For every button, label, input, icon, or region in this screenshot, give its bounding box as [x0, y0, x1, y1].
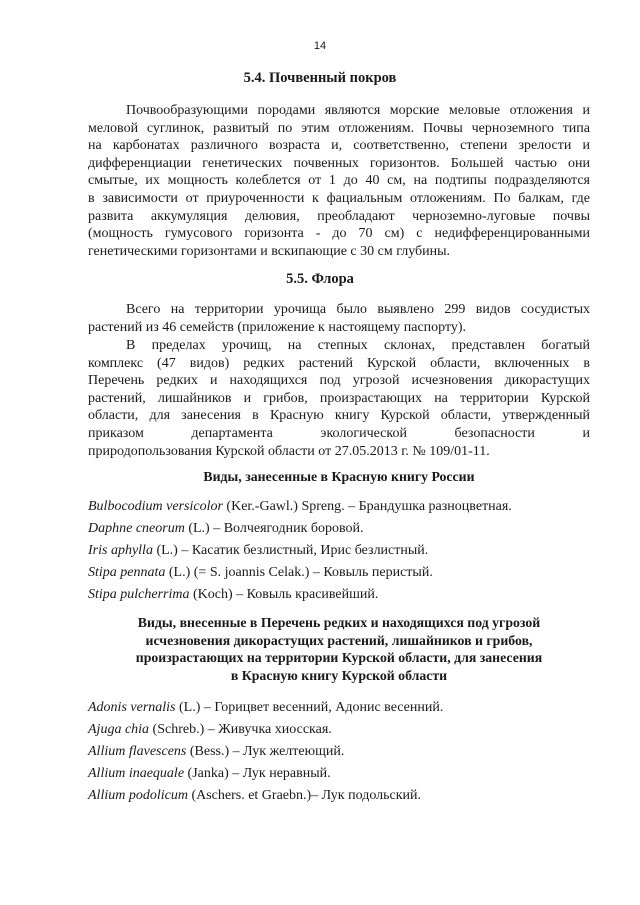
text-line: Всего на территории урочища было выявлено 299 видов сосудистых [126, 302, 590, 317]
species-item [88, 763, 608, 785]
text-line: В пределах урочищ, на степных склонах, представлен богатый [126, 338, 590, 353]
page-number: 14 [313, 40, 327, 52]
text-line: меловой суглинок, развитый по этим отложениям. Почвы черноземного типа [88, 120, 590, 136]
species-item [88, 719, 608, 741]
text-line: приказом департамента экологической безопасности и [88, 425, 590, 441]
species-item [88, 496, 608, 518]
species-description: (Aschers. et Graebn.)– Лук подольский. [187, 788, 422, 803]
subheading-red-book-kursk [88, 614, 590, 684]
subheading-line: Виды, внесенные в Перечень редких и находящихся под угрозой [137, 615, 541, 630]
text-line: области, для занесения в Красную книгу Курской области, утвержденный [88, 408, 590, 424]
text-line: Почвообразующими породами являются морские меловые отложения и [126, 103, 590, 118]
text-line: Перечень редких и находящихся под угрозой исчезновения дикорастущих [88, 373, 590, 389]
subheading-red-book-russia: Виды, занесенные в Красную книгу России [203, 469, 475, 484]
species-latin-name: Bulbocodium versicolor [88, 499, 223, 514]
species-latin-name: Stipa pennata [88, 565, 166, 580]
species-latin-name: Ajuga chia [88, 722, 150, 737]
text-line: на карбонатах различного возраста и, соответственно, степени зрелости и [88, 138, 590, 154]
text-line: развита аккумуляция делювия, преобладают черноземно-луговые почвы [88, 208, 590, 224]
flora-paragraph-2 [88, 337, 590, 460]
species-item [88, 562, 608, 584]
text-line: генетическими горизонтами и вскипающие с 30 см глубины. [88, 243, 451, 259]
text-line: (мощность гумусового горизонта - до 70 см) с недифференцированными [88, 226, 590, 242]
species-latin-name: Daphne cneorum [88, 521, 185, 536]
text-line: в зависимости от приуроченности к фациальным отложениям. По балкам, где [88, 190, 590, 206]
species-description: (L.) – Касатик безлистный, Ирис безлистный. [152, 543, 429, 558]
section-heading-flora: 5.5. Флора [286, 271, 354, 287]
species-description: (Ker.-Gawl.) Spreng. – Брандушка разноцветная. [222, 499, 512, 514]
species-list-russia [88, 496, 608, 606]
species-list-kursk [88, 697, 608, 807]
species-latin-name: Adonis vernalis [88, 700, 176, 715]
text-line: природопользования Курской области от 27.05.2013 г. № 109/01-11. [88, 443, 490, 459]
species-description: (Janka) – Лук неравный. [184, 766, 331, 781]
flora-paragraph-1 [88, 301, 590, 336]
subheading-line: исчезновения дикорастущих растений, лишайников и грибов, [145, 632, 533, 648]
text-line: растений, лишайников и грибов, произрастающих на территории Курской [88, 390, 590, 406]
subheading-line: в Красную книгу Курской области [230, 667, 448, 683]
species-latin-name: Stipa pulcherrima [88, 587, 190, 602]
species-description: (L.) (= S. joannis Celak.) – Ковыль перистый. [165, 565, 433, 580]
species-item [88, 697, 608, 719]
species-description: (L.) – Волчеягодник боровой. [184, 521, 364, 536]
species-latin-name: Allium podolicum [88, 788, 188, 803]
species-latin-name: Iris aphylla [88, 543, 153, 558]
section-heading-soil: 5.4. Почвенный покров [243, 70, 397, 86]
species-item [88, 785, 608, 807]
species-description: (Bess.) – Лук желтеющий. [186, 744, 345, 759]
soil-paragraph [88, 102, 590, 260]
text-line: дифференциации генетических почвенных горизонтов. Большей частью они [88, 155, 590, 171]
species-description: (Koch) – Ковыль красивейший. [189, 587, 379, 602]
species-description: (Schreb.) – Живучка хиосская. [149, 722, 332, 737]
species-item [88, 741, 608, 763]
species-description: (L.) – Горицвет весенний, Адонис весенний. [175, 700, 444, 715]
species-item [88, 518, 608, 540]
species-latin-name: Allium inaequale [88, 766, 185, 781]
text-line: комплекс (47 видов) редких растений Курской области, включенных в [88, 355, 590, 371]
text-line: растений из 46 семейств (приложение к настоящему паспорту). [88, 319, 467, 335]
subheading-line: произрастающих на территории Курской области, для занесения [135, 650, 543, 665]
species-item [88, 540, 608, 562]
text-line: смытые, их мощность колеблется от 1 до 40 см, на подтипы подразделяются [88, 173, 590, 189]
species-item [88, 584, 608, 606]
species-latin-name: Allium flavescens [88, 744, 187, 759]
